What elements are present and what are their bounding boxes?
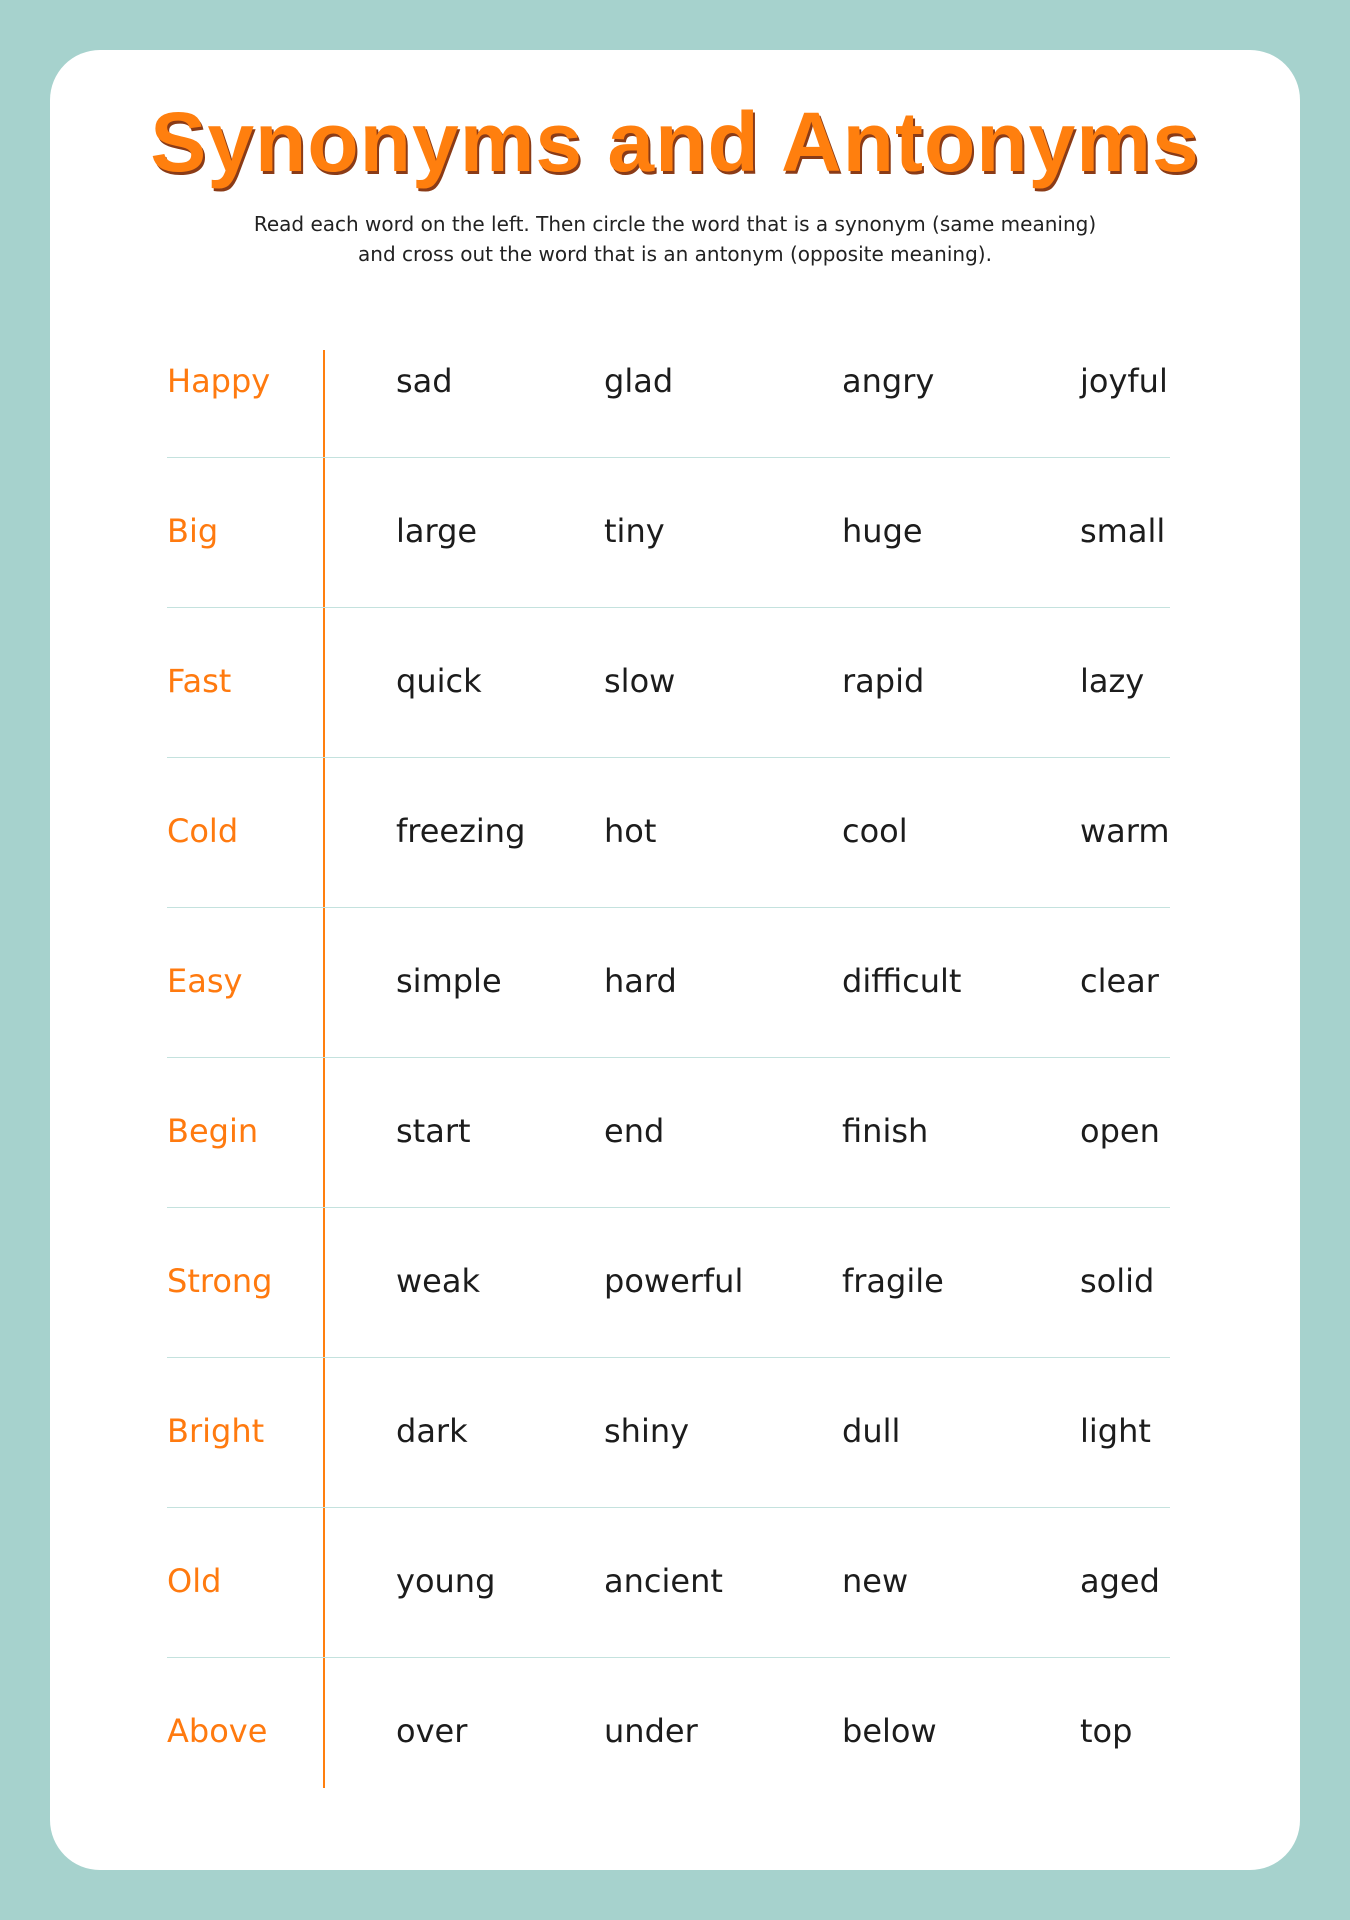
word-option[interactable]: start: [396, 1112, 471, 1150]
word-option[interactable]: glad: [604, 362, 674, 400]
word-option[interactable]: tiny: [604, 512, 665, 550]
word-option[interactable]: below: [842, 1712, 937, 1750]
word-option[interactable]: end: [604, 1112, 665, 1150]
table-row: [0, 308, 1350, 458]
word-option[interactable]: simple: [396, 962, 502, 1000]
table-row: [0, 1508, 1350, 1658]
table-row: [0, 758, 1350, 908]
word-option[interactable]: rapid: [842, 662, 925, 700]
word-option[interactable]: clear: [1080, 962, 1159, 1000]
headword: Happy: [167, 362, 271, 400]
table-row: [0, 1058, 1350, 1208]
headword: Big: [167, 512, 219, 550]
word-option[interactable]: slow: [604, 662, 676, 700]
headword: Fast: [167, 662, 232, 700]
word-option[interactable]: weak: [396, 1262, 480, 1300]
word-option[interactable]: powerful: [604, 1262, 744, 1300]
word-option[interactable]: top: [1080, 1712, 1133, 1750]
headword: Begin: [167, 1112, 259, 1150]
word-option[interactable]: new: [842, 1562, 909, 1600]
word-option[interactable]: aged: [1080, 1562, 1160, 1600]
word-option[interactable]: hard: [604, 962, 677, 1000]
word-option[interactable]: cool: [842, 812, 908, 850]
word-option[interactable]: sad: [396, 362, 453, 400]
table-row: [0, 1208, 1350, 1358]
word-option[interactable]: quick: [396, 662, 482, 700]
table-row: [0, 1358, 1350, 1508]
instructions-line-2: and cross out the word that is an antonym (opposite meaning).: [358, 242, 992, 266]
word-option[interactable]: shiny: [604, 1412, 690, 1450]
word-option[interactable]: small: [1080, 512, 1166, 550]
instructions-line-1: Read each word on the left. Then circle the word that is a synonym (same meaning): [253, 212, 1097, 236]
headword: Strong: [167, 1262, 273, 1300]
headword: Cold: [167, 812, 239, 850]
word-option[interactable]: finish: [842, 1112, 929, 1150]
word-option[interactable]: fragile: [842, 1262, 944, 1300]
word-option[interactable]: light: [1080, 1412, 1151, 1450]
table-row: [0, 608, 1350, 758]
table-row: [0, 458, 1350, 608]
word-option[interactable]: open: [1080, 1112, 1160, 1150]
word-option[interactable]: hot: [604, 812, 657, 850]
table-row: [0, 1658, 1350, 1808]
word-option[interactable]: ancient: [604, 1562, 723, 1600]
word-option[interactable]: freezing: [396, 812, 526, 850]
word-option[interactable]: huge: [842, 512, 923, 550]
word-option[interactable]: solid: [1080, 1262, 1155, 1300]
word-option[interactable]: large: [396, 512, 478, 550]
word-table: [0, 308, 1350, 1808]
word-option[interactable]: warm: [1080, 812, 1170, 850]
word-option[interactable]: angry: [842, 362, 935, 400]
word-option[interactable]: dull: [842, 1412, 901, 1450]
instructions: [0, 209, 1350, 269]
table-row: [0, 908, 1350, 1058]
headword: Bright: [167, 1412, 265, 1450]
headword: Easy: [167, 962, 243, 1000]
page-title: Synonyms and Antonyms: [150, 95, 1200, 189]
headword: Old: [167, 1562, 222, 1600]
word-option[interactable]: joyful: [1080, 362, 1168, 400]
headword: Above: [167, 1712, 268, 1750]
word-option[interactable]: young: [396, 1562, 496, 1600]
word-option[interactable]: over: [396, 1712, 468, 1750]
word-option[interactable]: difficult: [842, 962, 962, 1000]
word-option[interactable]: lazy: [1080, 662, 1145, 700]
word-option[interactable]: dark: [396, 1412, 468, 1450]
word-option[interactable]: under: [604, 1712, 698, 1750]
